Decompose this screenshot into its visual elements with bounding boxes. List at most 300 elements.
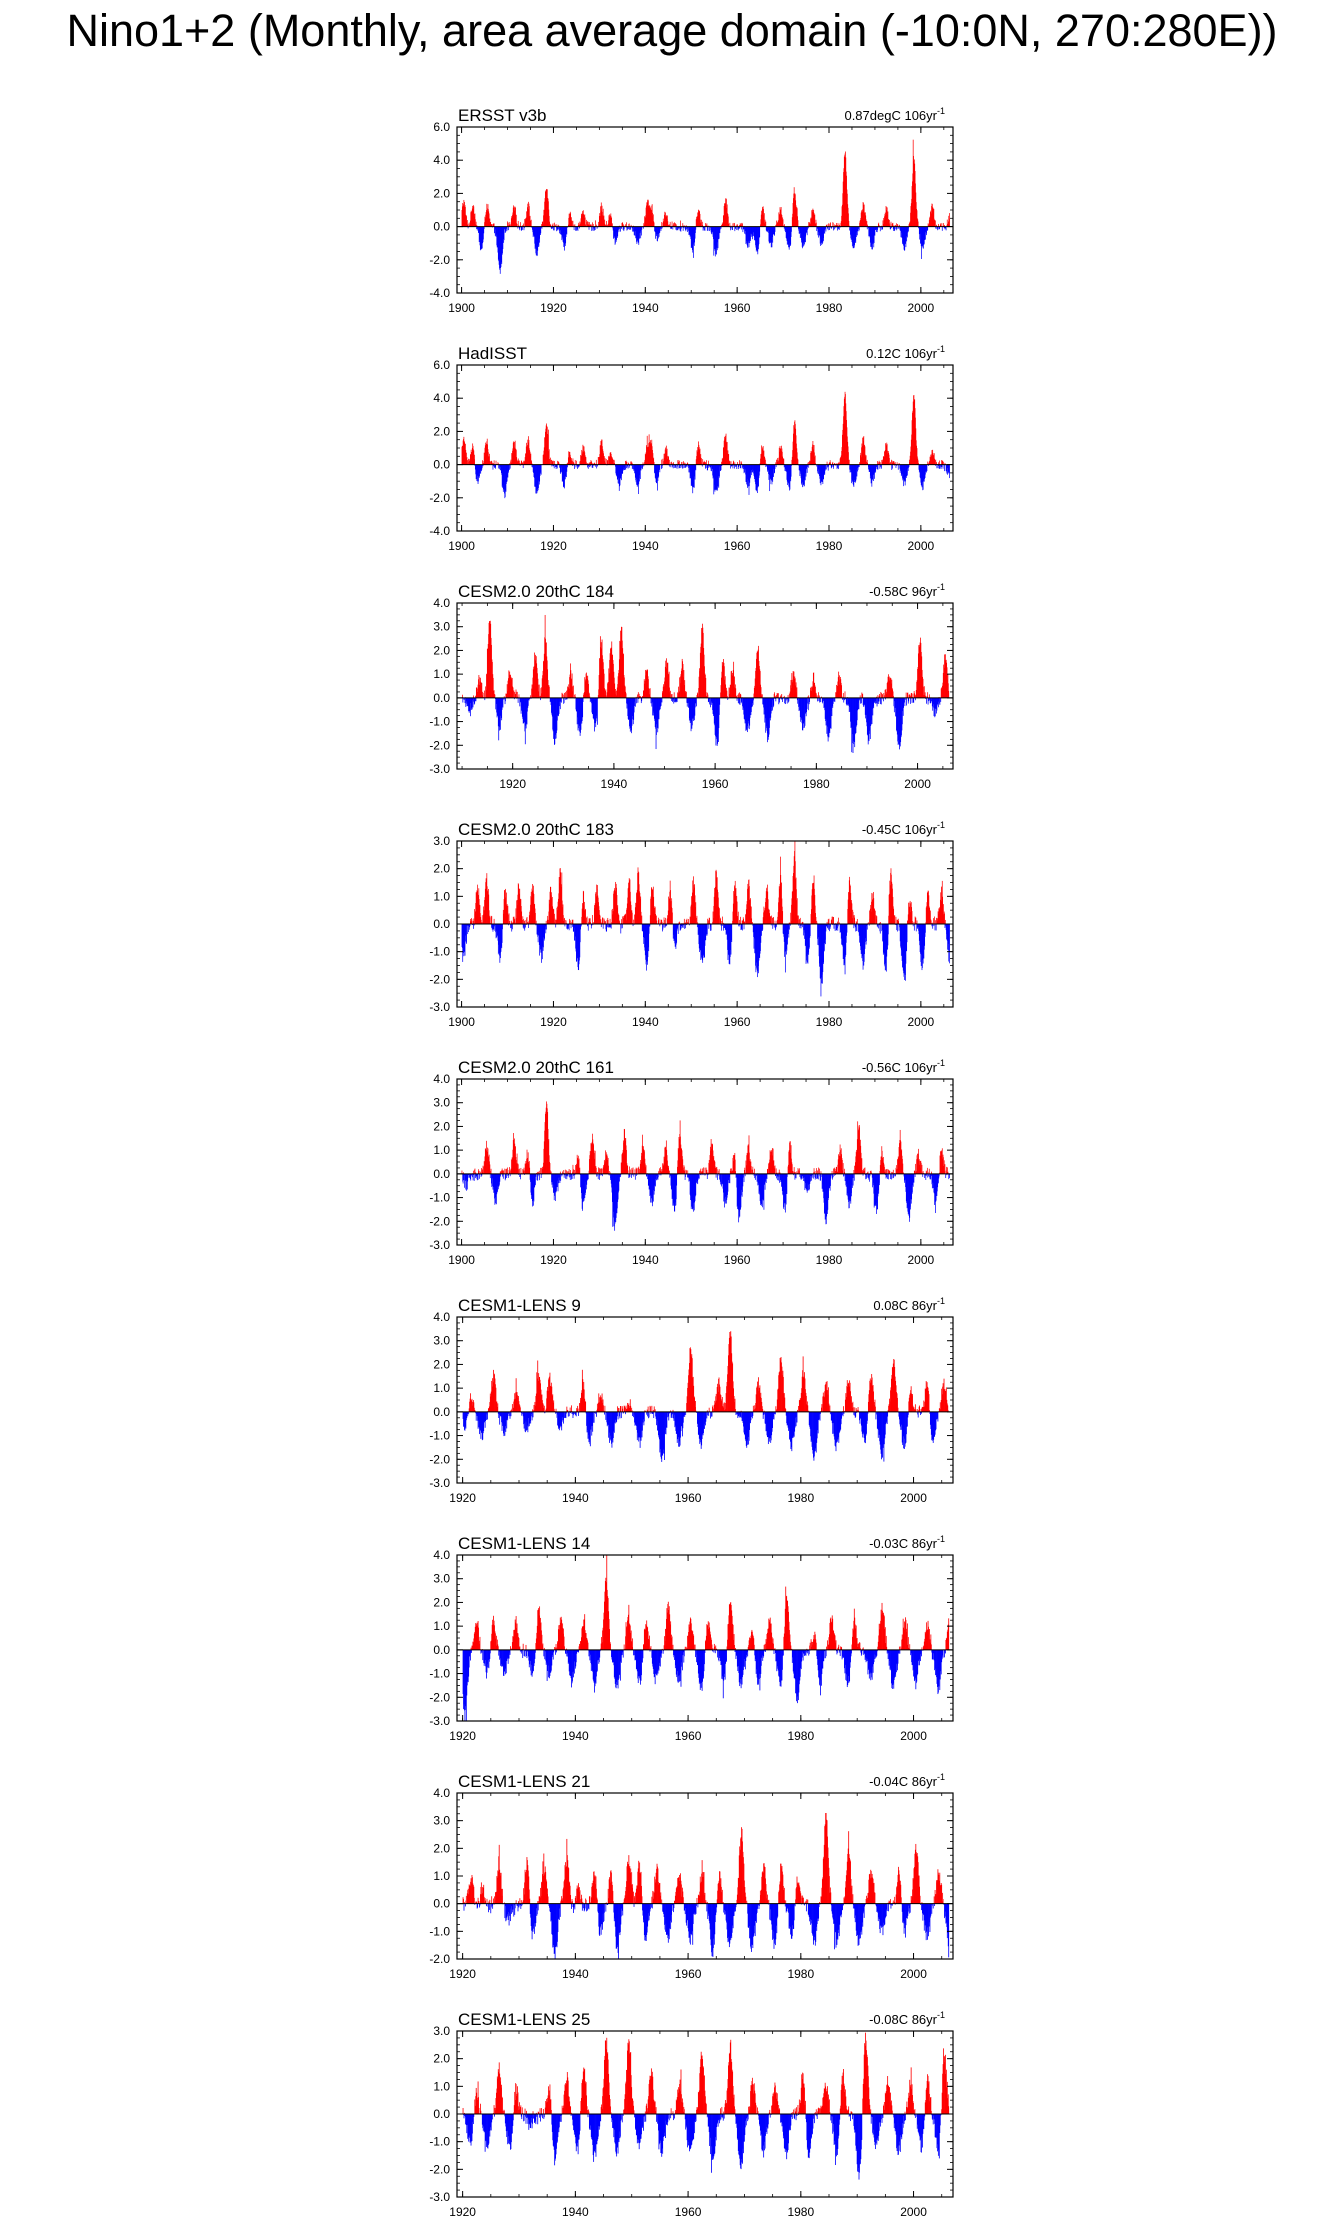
bar-positive bbox=[830, 222, 831, 226]
bar-positive bbox=[586, 220, 587, 227]
bar-positive bbox=[535, 913, 536, 924]
figure-title: Nino1+2 (Monthly, area average domain (-10:0N, 270:280E)) bbox=[66, 5, 1278, 56]
bar-positive bbox=[832, 917, 833, 924]
bar-negative bbox=[859, 698, 860, 709]
bar-negative bbox=[541, 465, 542, 475]
bar-positive bbox=[606, 459, 607, 465]
bar-positive bbox=[669, 460, 670, 465]
bar-positive bbox=[833, 917, 834, 924]
bar-negative bbox=[893, 227, 894, 231]
bar-positive bbox=[720, 918, 721, 924]
x-tick-label: 1980 bbox=[802, 777, 830, 791]
bar-positive bbox=[469, 223, 470, 227]
bar-positive bbox=[738, 912, 739, 924]
bar-negative bbox=[833, 698, 834, 704]
bar-negative bbox=[588, 924, 589, 931]
bar-positive bbox=[514, 919, 515, 924]
bar-negative bbox=[838, 465, 839, 469]
y-tick-label: -3.0 bbox=[429, 762, 450, 776]
bar-negative bbox=[733, 465, 734, 469]
bar-negative bbox=[502, 924, 503, 929]
bar-negative bbox=[578, 227, 579, 231]
bar-positive bbox=[765, 220, 766, 227]
bar-negative bbox=[892, 465, 893, 469]
bar-negative bbox=[877, 698, 878, 704]
bar-negative bbox=[524, 924, 525, 931]
bar-positive bbox=[626, 461, 627, 465]
panel-1 bbox=[429, 106, 953, 315]
bar-negative bbox=[908, 227, 909, 232]
plot-frame bbox=[457, 127, 953, 293]
bar-positive bbox=[770, 917, 771, 924]
bar-positive bbox=[866, 219, 867, 226]
bar-positive bbox=[632, 913, 633, 924]
bar-positive bbox=[722, 917, 723, 924]
bar-positive bbox=[935, 460, 936, 464]
bar-negative bbox=[833, 465, 834, 469]
bar-negative bbox=[730, 227, 731, 231]
bar-negative bbox=[591, 227, 592, 231]
bar-positive bbox=[573, 920, 574, 924]
bar-positive bbox=[800, 918, 801, 924]
bar-negative bbox=[679, 465, 680, 469]
bar-positive bbox=[610, 919, 611, 924]
bar-positive bbox=[816, 223, 817, 227]
bar-positive bbox=[654, 222, 655, 226]
bar-negative bbox=[759, 465, 760, 472]
x-tick-label: 1920 bbox=[540, 539, 567, 553]
bar-negative bbox=[635, 698, 636, 707]
bar-positive bbox=[818, 692, 819, 698]
bar-positive bbox=[897, 920, 898, 924]
bar-negative bbox=[525, 924, 526, 928]
bar-negative bbox=[659, 465, 660, 473]
bar-positive bbox=[701, 458, 702, 465]
bar-positive bbox=[797, 687, 798, 697]
bar-positive bbox=[641, 916, 642, 924]
positive-anomaly-bars bbox=[462, 140, 950, 227]
bar-positive bbox=[682, 223, 683, 226]
bar-negative bbox=[807, 698, 808, 704]
bar-positive bbox=[576, 461, 577, 465]
bar-positive bbox=[626, 222, 627, 226]
bar-positive bbox=[942, 223, 943, 226]
bar-negative bbox=[626, 465, 627, 468]
panel-title: ERSST v3b bbox=[458, 106, 547, 125]
bar-negative bbox=[597, 698, 598, 725]
bar-negative bbox=[883, 698, 884, 701]
bar-positive bbox=[891, 222, 892, 227]
bar-negative bbox=[943, 465, 944, 469]
bar-negative bbox=[518, 698, 519, 703]
bar-negative bbox=[730, 465, 731, 469]
bar-negative bbox=[791, 227, 792, 232]
bar-positive bbox=[496, 461, 497, 465]
trend-value: -0.58C 96yr bbox=[869, 584, 937, 599]
bar-positive bbox=[553, 461, 554, 465]
x-tick-label: 1940 bbox=[631, 539, 659, 553]
bar-positive bbox=[508, 915, 509, 924]
bar-negative bbox=[512, 924, 513, 929]
bar-positive bbox=[857, 919, 858, 924]
bar-negative bbox=[739, 698, 740, 704]
bar-negative bbox=[913, 698, 914, 703]
bar-negative bbox=[642, 465, 643, 470]
negative-anomaly-bars bbox=[462, 698, 949, 753]
bar-positive bbox=[740, 695, 741, 698]
bar-positive bbox=[637, 694, 638, 697]
y-tick-label: 2.0 bbox=[433, 186, 450, 201]
panel-4 bbox=[429, 820, 953, 1029]
x-tick-label: 1920 bbox=[499, 777, 527, 791]
bar-negative bbox=[521, 227, 522, 231]
bar-negative bbox=[834, 698, 835, 702]
x-tick-label: 1920 bbox=[540, 301, 567, 315]
trend-superscript: -1 bbox=[936, 106, 945, 116]
bar-positive bbox=[880, 692, 881, 698]
y-tick-label: 0.0 bbox=[433, 219, 450, 234]
bar-negative bbox=[633, 227, 634, 232]
trend-value: 0.12C 106yr bbox=[866, 346, 937, 361]
bar-negative bbox=[741, 698, 742, 702]
bar-positive bbox=[828, 919, 829, 924]
bar-positive bbox=[522, 920, 523, 924]
bar-negative bbox=[847, 698, 848, 706]
bar-negative bbox=[732, 227, 733, 230]
bar-negative bbox=[491, 924, 492, 928]
bar-negative bbox=[946, 227, 947, 231]
bar-positive bbox=[473, 919, 474, 924]
bar-positive bbox=[587, 917, 588, 924]
bar-negative bbox=[680, 227, 681, 231]
bar-positive bbox=[739, 920, 740, 924]
bar-negative bbox=[826, 227, 827, 232]
bar-positive bbox=[816, 917, 817, 924]
bar-positive bbox=[829, 919, 830, 924]
bar-positive bbox=[665, 918, 666, 924]
bar-negative bbox=[636, 698, 637, 703]
bar-positive bbox=[708, 921, 709, 924]
bar-negative bbox=[880, 227, 881, 232]
bar-negative bbox=[773, 698, 774, 706]
bar-negative bbox=[620, 924, 621, 933]
bar-positive bbox=[913, 694, 914, 698]
y-tick-label: 3.0 bbox=[433, 619, 450, 634]
bar-negative bbox=[721, 465, 722, 470]
bar-negative bbox=[789, 698, 790, 701]
bar-negative bbox=[891, 465, 892, 470]
bar-negative bbox=[473, 698, 474, 708]
panel-2 bbox=[429, 344, 953, 553]
bar-positive bbox=[798, 916, 799, 924]
bar-positive bbox=[663, 459, 664, 465]
bar-positive bbox=[523, 919, 524, 924]
bar-negative bbox=[556, 465, 557, 469]
bar-positive bbox=[604, 920, 605, 924]
bar-positive bbox=[509, 222, 510, 227]
bar-positive bbox=[674, 222, 675, 226]
bar-negative bbox=[628, 465, 629, 469]
bar-negative bbox=[938, 465, 939, 469]
bar-negative bbox=[906, 698, 907, 706]
bar-negative bbox=[528, 924, 529, 928]
y-tick-label: 1.0 bbox=[433, 667, 450, 682]
bar-positive bbox=[539, 685, 540, 698]
bar-negative bbox=[944, 465, 945, 472]
bar-positive bbox=[888, 219, 889, 227]
bar-positive bbox=[933, 918, 934, 924]
bar-negative bbox=[912, 698, 913, 703]
bar-positive bbox=[696, 918, 697, 924]
bar-negative bbox=[908, 698, 909, 701]
bar-negative bbox=[557, 465, 558, 469]
x-tick-label: 1940 bbox=[600, 777, 628, 791]
bar-positive bbox=[625, 461, 626, 465]
bar-negative bbox=[641, 465, 642, 469]
bar-positive bbox=[552, 461, 553, 465]
bar-positive bbox=[798, 220, 799, 226]
bar-positive bbox=[650, 688, 651, 698]
bar-negative bbox=[942, 227, 943, 231]
bar-positive bbox=[571, 220, 572, 226]
x-tick-label: 1900 bbox=[448, 301, 475, 315]
y-tick-label: 0.0 bbox=[433, 457, 450, 472]
y-tick-label: 4.0 bbox=[433, 596, 450, 610]
trend-superscript: -1 bbox=[936, 344, 945, 354]
bar-positive bbox=[837, 223, 838, 227]
bar-positive bbox=[875, 911, 876, 924]
bar-negative bbox=[784, 698, 785, 703]
bar-positive bbox=[739, 692, 740, 697]
bar-positive bbox=[765, 222, 766, 227]
bar-positive bbox=[525, 920, 526, 924]
bar-negative bbox=[611, 924, 612, 929]
bar-negative bbox=[734, 465, 735, 469]
bar-negative bbox=[740, 465, 741, 468]
bar-positive bbox=[729, 223, 730, 227]
bar-positive bbox=[765, 460, 766, 465]
bar-negative bbox=[493, 465, 494, 470]
bar-positive bbox=[622, 223, 623, 227]
positive-anomaly-bars bbox=[462, 392, 946, 465]
bar-positive bbox=[482, 460, 483, 464]
bar-negative bbox=[910, 698, 911, 704]
bar-positive bbox=[565, 692, 566, 698]
x-tick-label: 1960 bbox=[723, 301, 751, 315]
bar-positive bbox=[467, 457, 468, 465]
bar-positive bbox=[518, 221, 519, 227]
bar-negative bbox=[826, 465, 827, 470]
bar-negative bbox=[677, 698, 678, 702]
bar-negative bbox=[625, 465, 626, 470]
bar-negative bbox=[595, 227, 596, 230]
bar-positive bbox=[684, 919, 685, 924]
bar-negative bbox=[775, 227, 776, 232]
bar-negative bbox=[695, 698, 696, 703]
bar-positive bbox=[893, 223, 894, 227]
bar-negative bbox=[661, 698, 662, 706]
bar-negative bbox=[898, 465, 899, 470]
bar-negative bbox=[878, 698, 879, 704]
bar-positive bbox=[927, 692, 928, 698]
bar-positive bbox=[659, 919, 660, 924]
bar-positive bbox=[798, 460, 799, 465]
bar-positive bbox=[508, 223, 509, 227]
bar-positive bbox=[743, 919, 744, 924]
bar-negative bbox=[941, 465, 942, 469]
bar-positive bbox=[945, 920, 946, 924]
bar-positive bbox=[638, 692, 639, 698]
bar-positive bbox=[494, 919, 495, 924]
bar-positive bbox=[879, 694, 880, 698]
bar-positive bbox=[925, 692, 926, 698]
bar-positive bbox=[772, 918, 773, 924]
bar-positive bbox=[586, 918, 587, 924]
trend-label bbox=[869, 582, 945, 599]
bar-positive bbox=[738, 693, 739, 697]
bar-positive bbox=[833, 223, 834, 227]
bar-positive bbox=[633, 920, 634, 924]
bar-positive bbox=[773, 917, 774, 924]
y-tick-label: 2.0 bbox=[433, 424, 450, 439]
bar-positive bbox=[686, 920, 687, 924]
bar-negative bbox=[564, 698, 565, 703]
bar-negative bbox=[829, 227, 830, 230]
bar-negative bbox=[708, 227, 709, 231]
bar-negative bbox=[859, 227, 860, 231]
bar-negative bbox=[709, 227, 710, 231]
bar-negative bbox=[759, 227, 760, 238]
y-tick-label: -1.0 bbox=[429, 714, 450, 729]
bar-negative bbox=[705, 465, 706, 469]
bar-positive bbox=[740, 917, 741, 924]
bar-negative bbox=[837, 465, 838, 469]
y-tick-label: -4.0 bbox=[429, 286, 450, 300]
bar-negative bbox=[576, 227, 577, 231]
trend-value: 0.87degC 106yr bbox=[844, 108, 937, 123]
bar-negative bbox=[509, 465, 510, 470]
bar-positive bbox=[679, 461, 680, 465]
bar-positive bbox=[484, 691, 485, 698]
bar-negative bbox=[696, 698, 697, 707]
bar-positive bbox=[866, 455, 867, 464]
bar-negative bbox=[939, 465, 940, 469]
bar-negative bbox=[466, 924, 467, 944]
bar-negative bbox=[817, 698, 818, 702]
plot-frame bbox=[457, 365, 953, 531]
bar-positive bbox=[729, 461, 730, 464]
bar-positive bbox=[522, 916, 523, 924]
bar-positive bbox=[531, 220, 532, 227]
bar-positive bbox=[948, 691, 949, 698]
bar-negative bbox=[508, 227, 509, 231]
bar-negative bbox=[819, 698, 820, 703]
bar-positive bbox=[838, 918, 839, 924]
bar-positive bbox=[592, 915, 593, 924]
bar-positive bbox=[566, 691, 567, 698]
bar-positive bbox=[626, 693, 627, 698]
x-tick-label: 1980 bbox=[815, 539, 843, 553]
bar-positive bbox=[513, 687, 514, 697]
bar-negative bbox=[904, 698, 905, 703]
bar-positive bbox=[555, 920, 556, 924]
panel-title: CESM2.0 20thC 184 bbox=[458, 582, 614, 601]
bar-negative bbox=[695, 465, 696, 471]
bar-negative bbox=[707, 227, 708, 231]
bar-negative bbox=[738, 698, 739, 703]
bar-negative bbox=[837, 227, 838, 231]
x-tick-label: 2000 bbox=[907, 539, 935, 553]
bar-positive bbox=[941, 460, 942, 465]
negative-anomaly-bars bbox=[468, 227, 947, 274]
bar-positive bbox=[917, 920, 918, 924]
bar-positive bbox=[854, 918, 855, 924]
bar-positive bbox=[896, 917, 897, 924]
bar-positive bbox=[668, 457, 669, 465]
bar-positive bbox=[491, 916, 492, 924]
bar-positive bbox=[907, 693, 908, 698]
bar-positive bbox=[467, 460, 468, 464]
bar-negative bbox=[705, 227, 706, 231]
bar-negative bbox=[877, 465, 878, 470]
bar-negative bbox=[940, 698, 941, 702]
x-tick-label: 1960 bbox=[723, 539, 751, 553]
bar-positive bbox=[491, 916, 492, 924]
bar-negative bbox=[606, 924, 607, 932]
bar-positive bbox=[575, 460, 576, 465]
bar-positive bbox=[891, 460, 892, 465]
bar-positive bbox=[572, 461, 573, 464]
x-tick-label: 1940 bbox=[631, 301, 659, 315]
bar-negative bbox=[710, 698, 711, 707]
bar-negative bbox=[736, 227, 737, 230]
y-tick-label: 0.0 bbox=[433, 690, 450, 705]
panel-3 bbox=[429, 582, 953, 791]
bar-positive bbox=[882, 694, 883, 698]
bar-positive bbox=[944, 914, 945, 924]
bar-negative bbox=[622, 924, 623, 928]
bar-negative bbox=[683, 227, 684, 231]
bar-negative bbox=[524, 924, 525, 929]
bar-negative bbox=[937, 465, 938, 469]
bar-positive bbox=[494, 460, 495, 464]
bar-negative bbox=[511, 924, 512, 932]
bar-positive bbox=[514, 690, 515, 697]
bar-negative bbox=[505, 698, 506, 701]
bar-negative bbox=[625, 465, 626, 470]
bar-negative bbox=[592, 227, 593, 231]
bar-positive bbox=[688, 919, 689, 924]
x-tick-label: 1900 bbox=[448, 539, 475, 553]
bar-positive bbox=[670, 691, 671, 698]
bar-positive bbox=[782, 911, 783, 924]
bar-positive bbox=[519, 694, 520, 697]
bar-negative bbox=[545, 924, 546, 933]
bar-positive bbox=[915, 917, 916, 924]
bar-positive bbox=[885, 690, 886, 698]
negative-anomaly-bars bbox=[462, 924, 950, 996]
bar-positive bbox=[550, 458, 551, 465]
bar-negative bbox=[927, 465, 928, 471]
bar-positive bbox=[739, 460, 740, 464]
bar-negative bbox=[740, 698, 741, 705]
bar-positive bbox=[843, 693, 844, 698]
bar-negative bbox=[880, 698, 881, 704]
bar-negative bbox=[834, 698, 835, 702]
bar-positive bbox=[602, 918, 603, 924]
bar-positive bbox=[789, 694, 790, 698]
x-tick-label: 2000 bbox=[907, 301, 935, 315]
